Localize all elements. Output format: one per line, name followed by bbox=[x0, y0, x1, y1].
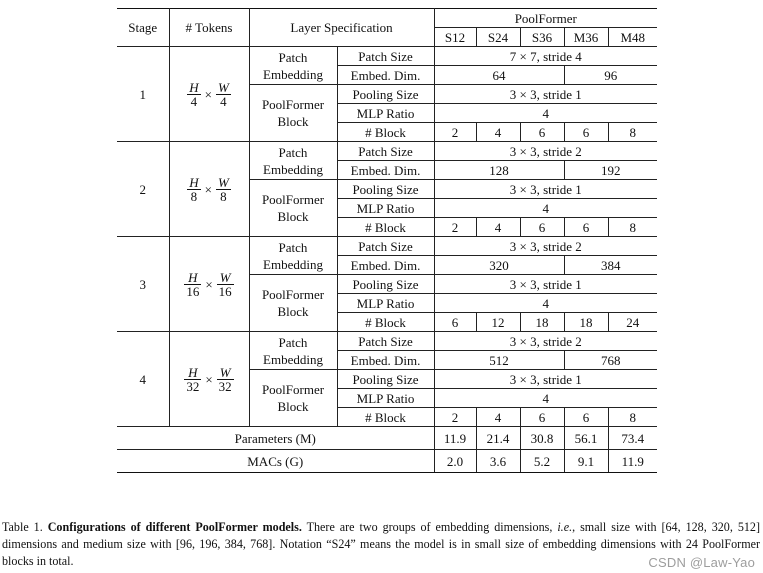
stage-4-height-fraction bbox=[184, 366, 201, 393]
fraction-denominator: 4 bbox=[190, 93, 198, 109]
stage-3-patch-size-value: 3 × 3, stride 2 bbox=[434, 237, 657, 256]
stage-1-height-fraction bbox=[187, 81, 200, 108]
stage-4-number: 4 bbox=[117, 332, 169, 427]
stage-1-patch-embedding-label bbox=[249, 47, 337, 85]
fraction-denominator: 8 bbox=[190, 188, 198, 204]
fraction-denominator: 16 bbox=[186, 283, 200, 299]
stage-3-blocks-m36: 18 bbox=[564, 313, 608, 332]
stage-4-blocks-m48: 8 bbox=[608, 408, 657, 427]
summary-parameters-s36: 30.8 bbox=[520, 427, 564, 450]
fraction-denominator: 32 bbox=[186, 378, 200, 394]
poolformer-block-line-2: Block bbox=[277, 209, 309, 224]
patch-embedding-line-2: Embedding bbox=[263, 256, 323, 272]
fraction-numerator: H bbox=[184, 271, 201, 285]
patch-embedding-line-2: Embedding bbox=[263, 66, 323, 82]
num-block-label: # Block bbox=[337, 218, 434, 237]
stage-3-poolformer-block-label bbox=[249, 275, 337, 332]
stage-1-mlp-ratio-value: 4 bbox=[434, 104, 657, 123]
summary-macs-m48: 11.9 bbox=[608, 450, 657, 473]
stage-1-pooling-size-value: 3 × 3, stride 1 bbox=[434, 85, 657, 104]
embed-dim-label: Embed. Dim. bbox=[337, 161, 434, 180]
stage-4-tokens bbox=[169, 332, 249, 427]
patch-embedding-line-1: Patch bbox=[278, 49, 308, 65]
stage-2-blocks-m48: 8 bbox=[608, 218, 657, 237]
stage-4-row-patch-size bbox=[117, 332, 657, 351]
stage-2-tokens bbox=[169, 142, 249, 237]
stage-4-width-fraction bbox=[217, 366, 234, 393]
poolformer-block-line-2: Block bbox=[277, 114, 309, 129]
pooling-size-label: Pooling Size bbox=[337, 180, 434, 199]
header-layer-spec: Layer Specification bbox=[249, 9, 434, 47]
poolformer-block-line-2: Block bbox=[277, 304, 309, 319]
stage-1-blocks-s36: 6 bbox=[520, 123, 564, 142]
patch-embedding-line-1: Patch bbox=[278, 334, 308, 350]
num-block-label: # Block bbox=[337, 408, 434, 427]
mlp-ratio-label: MLP Ratio bbox=[337, 199, 434, 218]
fraction-denominator: 4 bbox=[220, 93, 227, 109]
fraction-denominator: 16 bbox=[218, 283, 232, 299]
patch-size-label: Patch Size bbox=[337, 237, 434, 256]
stage-3-embed-dim-small: 320 bbox=[434, 256, 564, 275]
header-poolformer-group: PoolFormer bbox=[434, 9, 657, 28]
stage-1-blocks-m48: 8 bbox=[608, 123, 657, 142]
patch-size-label: Patch Size bbox=[337, 332, 434, 351]
summary-label-parameters: Parameters (M) bbox=[117, 427, 434, 450]
mlp-ratio-label: MLP Ratio bbox=[337, 389, 434, 408]
stage-3-mlp-ratio-value: 4 bbox=[434, 294, 657, 313]
fraction-numerator: W bbox=[217, 366, 234, 380]
stage-4-blocks-s24: 4 bbox=[476, 408, 520, 427]
stage-3-embed-dim-medium: 384 bbox=[564, 256, 657, 275]
header-model-m48: M48 bbox=[608, 28, 657, 47]
stage-4-patch-size-value: 3 × 3, stride 2 bbox=[434, 332, 657, 351]
stage-1-poolformer-block-label bbox=[249, 85, 337, 142]
embed-dim-label: Embed. Dim. bbox=[337, 351, 434, 370]
poolformer-block-line-1: PoolFormer bbox=[261, 192, 325, 207]
summary-parameters-s24: 21.4 bbox=[476, 427, 520, 450]
stage-4-blocks-s12: 2 bbox=[434, 408, 476, 427]
header-model-s24: S24 bbox=[476, 28, 520, 47]
stage-3-row-patch-size bbox=[117, 237, 657, 256]
stage-2-blocks-m36: 6 bbox=[564, 218, 608, 237]
patch-embedding-line-1: Patch bbox=[278, 239, 308, 255]
stage-1-row-patch-size bbox=[117, 47, 657, 66]
embed-dim-label: Embed. Dim. bbox=[337, 256, 434, 275]
stage-2-blocks-s12: 2 bbox=[434, 218, 476, 237]
stage-4-blocks-m36: 6 bbox=[564, 408, 608, 427]
mlp-ratio-label: MLP Ratio bbox=[337, 104, 434, 123]
stage-3-height-fraction bbox=[184, 271, 201, 298]
fraction-denominator: 32 bbox=[218, 378, 232, 394]
fraction-numerator: W bbox=[217, 271, 234, 285]
poolformer-block-line-1: PoolFormer bbox=[261, 287, 325, 302]
stage-2-patch-size-value: 3 × 3, stride 2 bbox=[434, 142, 657, 161]
stage-1-number: 1 bbox=[117, 47, 169, 142]
stage-3-blocks-s12: 6 bbox=[434, 313, 476, 332]
patch-embedding-line-1: Patch bbox=[278, 144, 308, 160]
stage-3-width-fraction bbox=[217, 271, 234, 298]
table-caption bbox=[2, 519, 760, 570]
stage-2-height-fraction bbox=[187, 176, 200, 203]
embed-dim-label: Embed. Dim. bbox=[337, 66, 434, 85]
fraction-denominator: 8 bbox=[220, 188, 227, 204]
stage-3-blocks-s24: 12 bbox=[476, 313, 520, 332]
stage-2-width-fraction bbox=[216, 176, 231, 203]
stage-4-patch-embedding-label bbox=[249, 332, 337, 370]
stage-2-poolformer-block-label bbox=[249, 180, 337, 237]
times-symbol: × bbox=[204, 86, 212, 102]
stage-3-blocks-m48: 24 bbox=[608, 313, 657, 332]
stage-2-embed-dim-medium: 192 bbox=[564, 161, 657, 180]
summary-macs-s36: 5.2 bbox=[520, 450, 564, 473]
table-container bbox=[117, 8, 657, 473]
stage-4-blocks-s36: 6 bbox=[520, 408, 564, 427]
header-tokens: # Tokens bbox=[169, 9, 249, 47]
stage-1-width-fraction bbox=[216, 81, 231, 108]
stage-4-mlp-ratio-value: 4 bbox=[434, 389, 657, 408]
stage-2-patch-embedding-label bbox=[249, 142, 337, 180]
stage-2-row-patch-size bbox=[117, 142, 657, 161]
caption-lead: Table 1. bbox=[2, 520, 48, 534]
summary-parameters-s12: 11.9 bbox=[434, 427, 476, 450]
stage-4-embed-dim-medium: 768 bbox=[564, 351, 657, 370]
header-model-s12: S12 bbox=[434, 28, 476, 47]
header-model-s36: S36 bbox=[520, 28, 564, 47]
poolformer-block-line-1: PoolFormer bbox=[261, 97, 325, 112]
stage-1-embed-dim-small: 64 bbox=[434, 66, 564, 85]
patch-size-label: Patch Size bbox=[337, 142, 434, 161]
times-symbol: × bbox=[205, 276, 213, 292]
stage-3-number: 3 bbox=[117, 237, 169, 332]
pooling-size-label: Pooling Size bbox=[337, 85, 434, 104]
summary-parameters-m36: 56.1 bbox=[564, 427, 608, 450]
pooling-size-label: Pooling Size bbox=[337, 370, 434, 389]
fraction-numerator: W bbox=[217, 174, 229, 190]
fraction-numerator: H bbox=[189, 79, 199, 95]
stage-4-poolformer-block-label bbox=[249, 370, 337, 427]
pooling-size-label: Pooling Size bbox=[337, 275, 434, 294]
stage-3-patch-embedding-label bbox=[249, 237, 337, 275]
num-block-label: # Block bbox=[337, 313, 434, 332]
summary-row-macs bbox=[117, 450, 657, 473]
stage-2-mlp-ratio-value: 4 bbox=[434, 199, 657, 218]
watermark: CSDN @Law-Yao bbox=[648, 555, 755, 570]
times-symbol: × bbox=[205, 371, 213, 387]
fraction-numerator: H bbox=[184, 366, 201, 380]
stage-1-blocks-m36: 6 bbox=[564, 123, 608, 142]
poolformer-config-table bbox=[117, 8, 657, 473]
stage-1-blocks-s24: 4 bbox=[476, 123, 520, 142]
stage-2-blocks-s36: 6 bbox=[520, 218, 564, 237]
caption-text-1: There are two groups of embedding dimensions, bbox=[301, 520, 558, 534]
stage-1-blocks-s12: 2 bbox=[434, 123, 476, 142]
header-stage: Stage bbox=[117, 9, 169, 47]
caption-ie: i.e. bbox=[557, 520, 573, 534]
num-block-label: # Block bbox=[337, 123, 434, 142]
stage-2-embed-dim-small: 128 bbox=[434, 161, 564, 180]
fraction-numerator: W bbox=[217, 79, 229, 95]
summary-row-parameters bbox=[117, 427, 657, 450]
stage-2-number: 2 bbox=[117, 142, 169, 237]
caption-text-2: , small size with [64, 128, 320, 512] dimensions and medium size with [96, 196, 384, 768]. Notation “S24” means the model is in small size of embedding dimensions with 24 PoolFormer blocks in total. bbox=[2, 520, 760, 568]
caption-title: Configurations of different PoolFormer models. bbox=[47, 520, 302, 534]
summary-parameters-m48: 73.4 bbox=[608, 427, 657, 450]
stage-3-pooling-size-value: 3 × 3, stride 1 bbox=[434, 275, 657, 294]
times-symbol: × bbox=[204, 181, 212, 197]
stage-4-embed-dim-small: 512 bbox=[434, 351, 564, 370]
stage-3-blocks-s36: 18 bbox=[520, 313, 564, 332]
summary-macs-s12: 2.0 bbox=[434, 450, 476, 473]
stage-1-tokens bbox=[169, 47, 249, 142]
summary-macs-m36: 9.1 bbox=[564, 450, 608, 473]
poolformer-block-line-1: PoolFormer bbox=[261, 382, 325, 397]
patch-embedding-line-2: Embedding bbox=[263, 351, 323, 367]
patch-size-label: Patch Size bbox=[337, 47, 434, 66]
stage-1-patch-size-value: 7 × 7, stride 4 bbox=[434, 47, 657, 66]
stage-4-pooling-size-value: 3 × 3, stride 1 bbox=[434, 370, 657, 389]
fraction-numerator: H bbox=[189, 174, 199, 190]
patch-embedding-line-2: Embedding bbox=[263, 161, 323, 177]
summary-macs-s24: 3.6 bbox=[476, 450, 520, 473]
stage-1-embed-dim-medium: 96 bbox=[564, 66, 657, 85]
poolformer-block-line-2: Block bbox=[277, 399, 309, 414]
header-model-m36: M36 bbox=[564, 28, 608, 47]
summary-label-macs: MACs (G) bbox=[117, 450, 434, 473]
mlp-ratio-label: MLP Ratio bbox=[337, 294, 434, 313]
stage-2-pooling-size-value: 3 × 3, stride 1 bbox=[434, 180, 657, 199]
stage-3-tokens bbox=[169, 237, 249, 332]
stage-2-blocks-s24: 4 bbox=[476, 218, 520, 237]
